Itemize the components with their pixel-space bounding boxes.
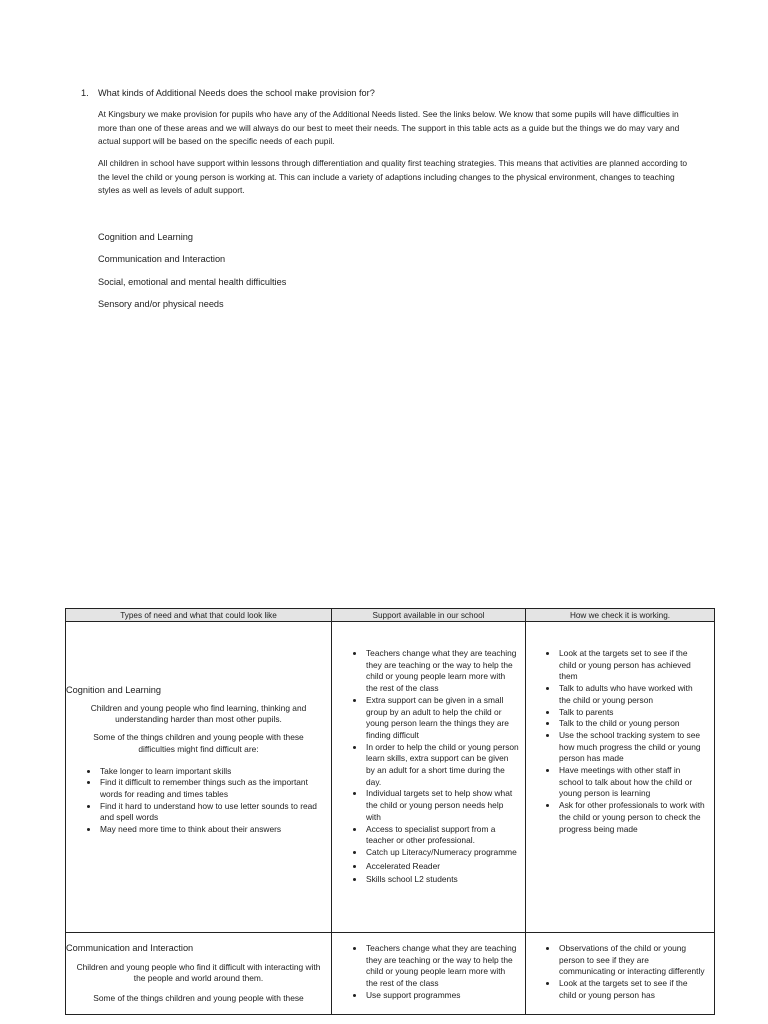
need-item[interactable]: Cognition and Learning — [98, 232, 194, 242]
need-cell — [66, 622, 332, 933]
table-header-row — [66, 609, 715, 622]
table-header: Support available in our school — [332, 609, 526, 622]
need-bullets — [66, 766, 331, 836]
list-item: • Have meetings with other staff in school to talk about how the child or young person is learning — [558, 765, 706, 800]
question-number: 1. — [81, 88, 89, 98]
list-item: • Talk to parents — [558, 707, 706, 719]
list-item: • Find it hard to understand how to use letter sounds to read and spell words — [99, 801, 327, 824]
list-item: • Accelerated Reader — [365, 861, 519, 873]
table-row — [66, 933, 715, 1015]
check-cell — [526, 933, 715, 1015]
list-item: • Look at the targets set to see if the child or young person has — [558, 978, 706, 1001]
list-item: • Find it difficult to remember things such as the important words for reading and times tables — [99, 777, 327, 800]
need-lead: Some of the things children and young people with these — [93, 993, 304, 1004]
list-item: • Extra support can be given in a small group by an adult to help the child or young person learn the things they are finding difficult — [365, 695, 519, 742]
support-list — [332, 648, 525, 886]
list-item: • Teachers change what they are teaching they are teaching or the way to help the child or young people learn more with the rest of the class — [365, 943, 519, 990]
need-item[interactable]: Sensory and/or physical needs — [98, 298, 224, 309]
question-text: What kinds of Additional Needs does the school make provision for? — [98, 88, 375, 98]
need-title: Communication and Interaction — [66, 943, 194, 953]
check-cell — [526, 622, 715, 933]
table-header: How we check it is working. — [526, 609, 715, 622]
list-item: • Take longer to learn important skills — [99, 766, 327, 778]
list-item: • Access to specialist support from a teacher or other professional. — [365, 824, 519, 847]
table-header: Types of need and what that could look like — [66, 609, 332, 622]
question-heading — [81, 88, 375, 98]
needs-table — [65, 608, 715, 1015]
list-item: • Observations of the child or young person to see if they are communicating or interacting differently — [558, 943, 706, 978]
support-cell — [332, 622, 526, 933]
need-title: Cognition and Learning — [66, 685, 162, 695]
list-item: • Look at the targets set to see if the child or young person has achieved them — [558, 648, 706, 683]
list-item: • Ask for other professionals to work with the child or young person to check the progress being made — [558, 800, 706, 835]
intro-paragraph-1: At Kingsbury we make provision for pupils who have any of the Additional Needs listed. See the links below. We know that some pupils will have difficulties in more than one of these areas and we will always do our best to meet their needs. The support in this table acts as a guide but the things we do may vary and actual support will be based on the specific needs of each pupil. — [98, 109, 680, 146]
list-item: • Talk to the child or young person — [558, 718, 706, 730]
need-lead: Some of the things children and young people with these difficulties might find difficult are: — [93, 732, 304, 754]
list-item: • Skills school L2 students — [365, 874, 519, 886]
need-item[interactable]: Communication and Interaction — [98, 254, 226, 265]
table-row — [66, 622, 715, 933]
needs-list — [98, 229, 286, 318]
need-description: Children and young people who find it difficult with interacting with the people and world around them. — [76, 961, 321, 984]
list-item: • Individual targets set to help show what the child or young person needs help with — [365, 788, 519, 823]
need-description: Children and young people who find learning, thinking and understanding harder than most other pupils. — [90, 702, 307, 725]
list-item: • Teachers change what they are teaching they are teaching or the way to help the child or young people learn more with the rest of the class — [365, 648, 519, 695]
support-list — [332, 943, 525, 1002]
list-item: • Catch up Literacy/Numeracy programme — [365, 847, 519, 859]
list-item: • Talk to adults who have worked with the child or young person — [558, 683, 706, 706]
check-list — [526, 943, 714, 1002]
intro-paragraph-2: All children in school have support within lessons through differentiation and quality first teaching strategies. This means that activities are planned according to the level the child or young person is working at. This can include a variety of adaptions including changes to the physical environment, changes to teaching styles as well as levels of adult support. — [98, 158, 688, 195]
list-item: • Use support programmes — [365, 990, 519, 1002]
support-cell — [332, 933, 526, 1015]
list-item: • Use the school tracking system to see how much progress the child or young person has made — [558, 730, 706, 765]
need-item[interactable]: Social, emotional and mental health difficulties — [98, 276, 287, 287]
check-list — [526, 648, 714, 835]
list-item: • In order to help the child or young person learn skills, extra support can be given by an adult for a short time during the day. — [365, 742, 519, 789]
need-cell — [66, 933, 332, 1015]
list-item: • May need more time to think about their answers — [99, 824, 327, 836]
